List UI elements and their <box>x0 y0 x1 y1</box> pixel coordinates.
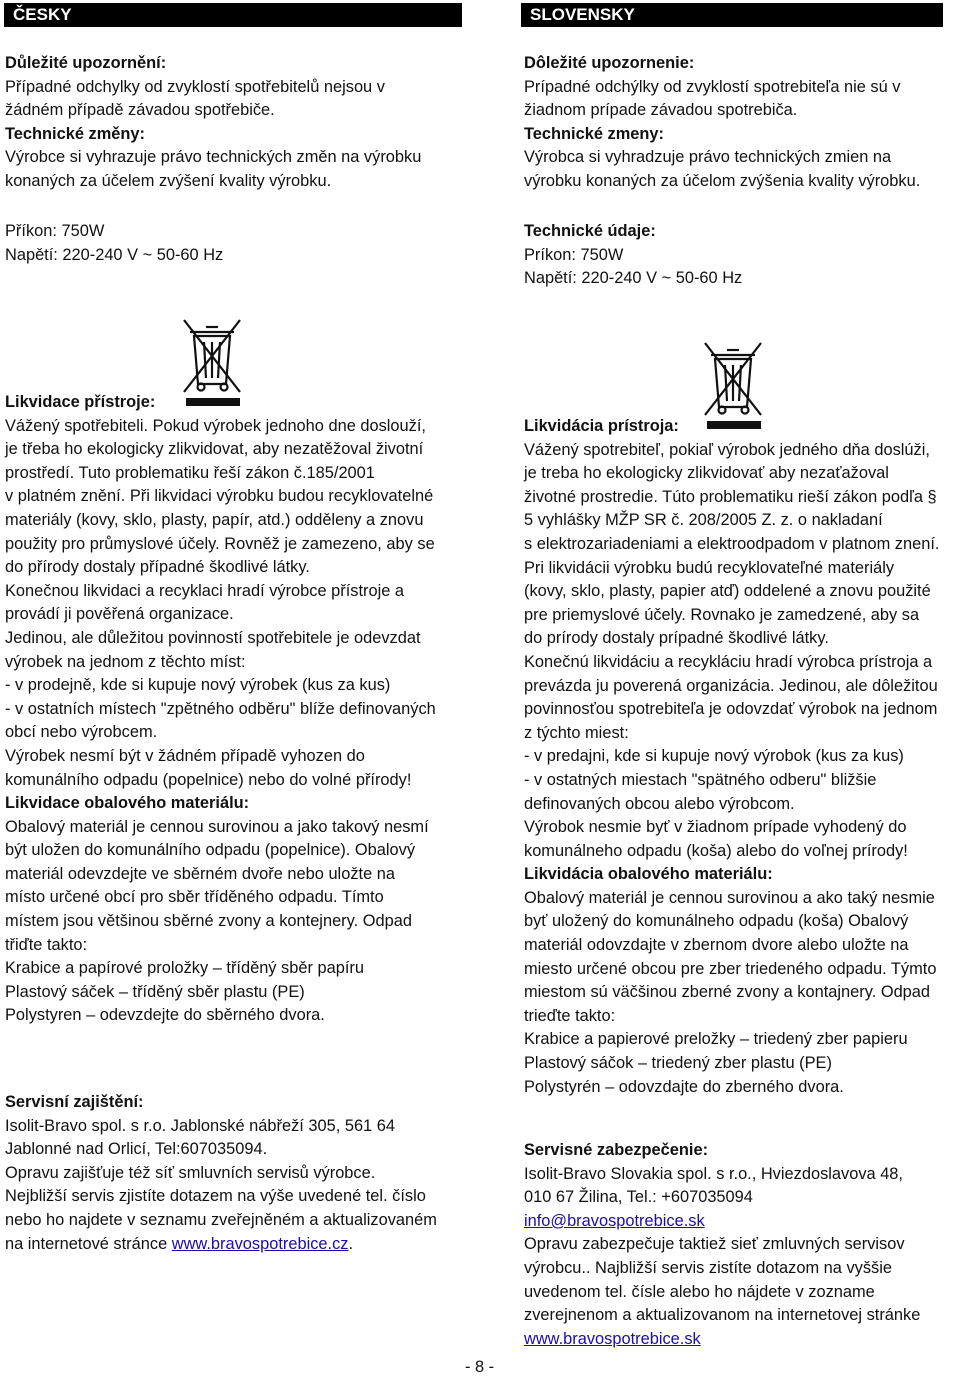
text-line: Opravu zajišťuje též síť smluvních servisů výrobce. <box>5 1163 376 1182</box>
text-line: místo určené obcí pro sběr tříděného odpadu. Tímto <box>5 888 384 907</box>
text-line: pre priemyslové účely. Rovnako je zamedzené, aby sa <box>524 605 920 624</box>
text-line: provádí ji pověřená organizace. <box>5 605 234 624</box>
slovak-packaging-title: Likvidácia obalového materiálu: <box>524 865 773 884</box>
text-line: s elektrozariadeniami a elektroodpadom v platnom znení. <box>524 534 940 553</box>
text-line: Krabice a papierové preložky – triedený zber papieru <box>524 1030 908 1049</box>
text-line: Isolit-Bravo Slovakia spol. s r.o., Hviezdoslavova 48, <box>524 1164 903 1183</box>
power-spec: Příkon: 750W <box>5 222 105 240</box>
text-line: byť uložený do komunálneho odpadu (koša) Obalový <box>524 912 909 931</box>
text-line: zverejnenom a aktualizovanom na internetovej stránke <box>524 1306 921 1325</box>
czech-website-link[interactable]: www.bravospotrebice.cz <box>171 1234 349 1253</box>
text-line: materiály (kovy, sklo, plasty, papír, atd.) odděleny a znovu <box>5 510 424 529</box>
text-line: Polystyrén – odovzdajte do zberného dvora. <box>524 1077 844 1096</box>
text-line: materiál odevzdejte ve sběrném dvoře nebo uložte na <box>5 864 395 883</box>
text-line: Isolit-Bravo spol. s r.o. Jablonské nábřeží 305, 561 64 <box>5 1116 395 1135</box>
czech-notice <box>5 52 421 194</box>
text-line: Případné odchylky od zvyklostí spotřebitelů nejsou v <box>5 77 385 96</box>
text-line: prostředí. Tuto problematiku řeší zákon č.185/2001 <box>5 463 375 482</box>
text-line: Vážený spotřebiteli. Pokud výrobek jednoho dne doslouží, <box>5 416 426 435</box>
text-line <box>524 1328 920 1352</box>
text-line: výrobku konaných za účelom zvýšenia kvality výrobku. <box>524 171 921 190</box>
slovak-service-title: Servisné zabezpečenie: <box>524 1141 709 1159</box>
slovak-website-link[interactable]: www.bravospotrebice.sk <box>524 1329 701 1348</box>
slovak-section-header: SLOVENSKY <box>521 3 943 27</box>
czech-notice-title: Důležité upozornění: <box>5 54 167 72</box>
text-line: Konečnú likvidáciu a recykláciu hradí výrobca prístroja a <box>524 652 933 671</box>
text-line: - v predajni, kde si kupuje nový výrobok (kus za kus) <box>524 747 904 766</box>
text-line: Konečnou likvidaci a recyklaci hradí výrobce přístroje a <box>5 581 405 600</box>
text-line: je treba ho ekologicky zlikvidovať aby nezaťažoval <box>524 464 889 483</box>
text-line: miesto určené obcou pre zber triedeného odpadu. Týmto <box>524 959 937 978</box>
slovak-technical-changes-title: Technické zmeny: <box>524 124 664 143</box>
czech-service <box>5 1091 437 1256</box>
czech-specs <box>5 220 223 267</box>
text-line: - v ostatných miestach "spätného odberu" bližšie <box>524 770 877 789</box>
text-line: výrobek na jednom z těchto míst: <box>5 652 246 671</box>
text-line: Prípadné odchýlky od zvyklostí spotrebiteľa nie sú v <box>524 77 901 96</box>
czech-service-title: Servisní zajištění: <box>5 1093 144 1111</box>
slovak-notice <box>524 52 920 194</box>
czech-section-header: ČESKY <box>4 3 462 27</box>
czech-technical-changes-title: Technické změny: <box>5 124 145 143</box>
text-line: Vážený spotrebiteľ, pokiaľ výrobok jedného dňa doslúži, <box>524 440 930 459</box>
text-line: trieďte takto: <box>524 1006 616 1025</box>
czech-packaging-title: Likvidace obalového materiálu: <box>5 794 250 813</box>
czech-disposal-title: Likvidace přístroje: <box>5 393 156 411</box>
text-line: materiál odovzdajte v zbernom dvore alebo uložte na <box>524 936 909 955</box>
slovak-disposal <box>524 415 939 1099</box>
text-line: konaných za účelem zvýšení kvality výrobku. <box>5 171 332 190</box>
text-line: žiadnom prípade závadou spotrebiča. <box>524 101 798 120</box>
text-line: Výrobok nesmie byť v žiadnom prípade vyhodený do <box>524 818 907 837</box>
voltage-spec: Napětí: 220-240 V ~ 50-60 Hz <box>524 269 743 288</box>
slovak-email-link[interactable]: info@bravospotrebice.sk <box>524 1211 705 1230</box>
text-line: uvedenom tel. čísle alebo ho nájdete v zozname <box>524 1282 875 1301</box>
text-line: být uložen do komunálního odpadu (popelnice). Obalový <box>5 841 416 860</box>
text-line: Plastový sáček – tříděný sběr plastu (PE) <box>5 982 305 1001</box>
text-line: prevázda ju poverená organizácia. Jedinou, ale dôležitou <box>524 676 938 695</box>
slovak-notice-title: Dôležité upozornenie: <box>524 54 695 72</box>
text-line: v platném znění. Při likvidaci výrobku budou recyklovatelné <box>5 487 434 506</box>
text-line: z týchto miest: <box>524 723 629 742</box>
text-line: žádném případě závadou spotřebiče. <box>5 101 275 120</box>
text-line: Výrobce si vyhrazuje právo technických změn na výrobku <box>5 148 422 167</box>
text-line: (kovy, sklo, plasty, papier atď) oddelené a znovu použité <box>524 582 931 601</box>
text-line: výrobcu.. Najbližší servis zistíte dotazom na vyššie <box>524 1258 893 1277</box>
text-line: 5 vyhlášky MŽP SR č. 208/2005 Z. z. o nakladaní <box>524 511 883 530</box>
text-line: povinnosťou spotrebiteľa je odovzdať výrobok na jednom <box>524 700 938 719</box>
text-line: - v prodejně, kde si kupuje nový výrobek (kus za kus) <box>5 676 391 695</box>
slovak-specs <box>524 220 742 291</box>
power-spec: Príkon: 750W <box>524 245 624 264</box>
text-line: životné prostredie. Túto problematiku rieší zákon podľa § <box>524 487 937 506</box>
slovak-specs-title: Technické údaje: <box>524 222 656 240</box>
text-line: obcí nebo výrobcem. <box>5 723 158 742</box>
text-line: Jablonné nad Orlicí, Tel:607035094. <box>5 1140 268 1159</box>
text-line: Výrobca si vyhradzuje právo technických zmien na <box>524 148 892 167</box>
text-line: komunálneho odpadu (koša) alebo do voľnej prírody! <box>524 841 908 860</box>
text-line: Opravu zabezpečuje taktiež sieť zmluvných servisov <box>524 1235 905 1254</box>
text-line: je třeba ho ekologicky zlikvidovat, aby nezatěžoval životní <box>5 440 424 459</box>
text-line: Obalový materiál je cennou surovinou a ako taký nesmie <box>524 888 935 907</box>
text-line <box>524 1210 920 1234</box>
text-line: třiďte takto: <box>5 935 88 954</box>
text-line: - v ostatních místech "zpětného odběru" blíže definovaných <box>5 699 436 718</box>
text-line: do prírody dostaly prípadné škodlivé látky. <box>524 629 829 648</box>
text-line: Jedinou, ale důležitou povinností spotřebitele je odevzdat <box>5 628 421 647</box>
text-line: Obalový materiál je cennou surovinou a jako takový nesmí <box>5 817 429 836</box>
text-line: Plastový sáčok – triedený zber plastu (PE) <box>524 1054 832 1073</box>
text-line: 010 67 Žilina, Tel.: +607035094 <box>524 1188 753 1207</box>
page-number: - 8 - <box>465 1358 495 1376</box>
text-line: Pri likvidácii výrobku budú recyklovateľné materiály <box>524 558 895 577</box>
voltage-spec: Napětí: 220-240 V ~ 50-60 Hz <box>5 245 224 264</box>
text-line: nebo ho najdete v seznamu zveřejněném a aktualizovaném <box>5 1210 437 1229</box>
text-line: definovaných obcou alebo výrobcom. <box>524 794 795 813</box>
text-line: Nejbližší servis zjistíte dotazem na výše uvedené tel. číslo <box>5 1187 426 1206</box>
text-line: miestom sú väčšinou zberné zvony a kontajnery. Odpad <box>524 983 931 1002</box>
text-line: Polystyren – odevzdejte do sběrného dvora. <box>5 1006 325 1025</box>
text-line: použity pro průmyslové účely. Rovněž je zamezeno, aby se <box>5 534 435 553</box>
slovak-service <box>524 1139 920 1351</box>
text-line: Krabice a papírové proložky – tříděný sběr papíru <box>5 959 364 978</box>
text-line: do přírody dostaly případné škodlivé látky. <box>5 558 310 577</box>
text-line: komunálního odpadu (popelnice) nebo do volné přírody! <box>5 770 412 789</box>
text-line: Výrobek nesmí být v žádném případě vyhozen do <box>5 746 365 765</box>
slovak-disposal-title: Likvidácia prístroja: <box>524 417 679 435</box>
czech-disposal <box>5 391 436 1028</box>
text-line: místem jsou většinou sběrné zvony a kontejnery. Odpad <box>5 912 412 931</box>
text-line: na internetové stránce www.bravospotrebice.cz. <box>5 1234 354 1253</box>
